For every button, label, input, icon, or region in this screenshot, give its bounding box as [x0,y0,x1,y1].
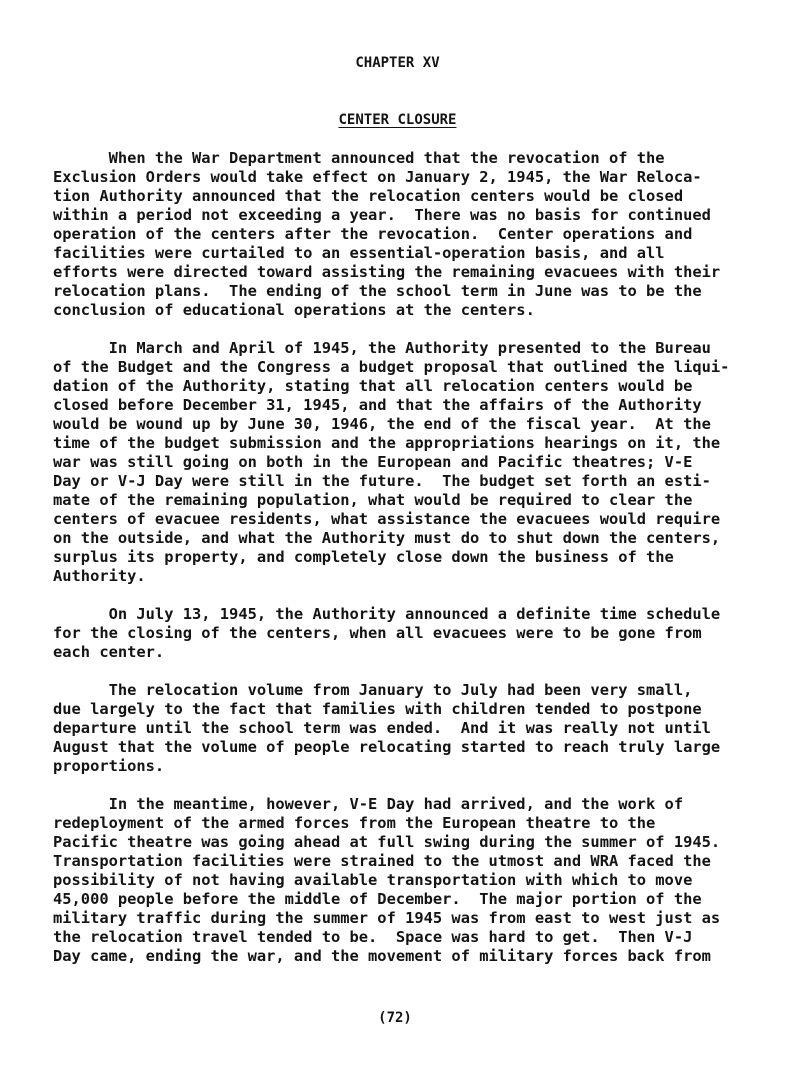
text-line: surplus its property, and completely close down the business of the [53,548,674,566]
paragraph-4 [53,681,720,776]
text-line: for the closing of the centers, when all evacuees were to be gone from [53,624,702,642]
text-line: the relocation travel tended to be. Space was hard to get. Then V-J [53,928,693,946]
text-line: redeployment of the armed forces from the European theatre to the [53,814,656,832]
text-line: centers of evacuee residents, what assistance the evacuees would require [53,510,721,528]
text-line: possibility of not having available transportation with which to move [53,871,693,889]
text-line: would be wound up by June 30, 1946, the end of the fiscal year. At the [53,415,711,433]
paragraph-3 [53,605,720,662]
text-line: dation of the Authority, stating that all relocation centers would be [53,377,693,395]
text-line: In March and April of 1945, the Authority presented to the Bureau [53,339,711,357]
text-line: facilities were curtailed to an essential-operation basis, and all [53,244,665,262]
text-line: On July 13, 1945, the Authority announced a definite time schedule [53,605,721,623]
text-line: closed before December 31, 1945, and that the affairs of the Authority [53,396,702,414]
text-line: In the meantime, however, V-E Day had arrived, and the work of [53,795,684,813]
paragraph-1 [53,149,720,320]
text-line: departure until the school term was ended. And it was really not until [53,719,711,737]
text-line: August that the volume of people relocating started to reach truly large [53,738,721,756]
text-line: mate of the remaining population, what would be required to clear the [53,491,693,509]
text-line: Day came, ending the war, and the movement of military forces back from [53,947,711,965]
page-number: (72) [378,1010,412,1026]
text-line: each center. [53,643,165,661]
text-line: relocation plans. The ending of the school term in June was to be the [53,282,702,300]
text-line: 45,000 people before the middle of December. The major portion of the [53,890,702,908]
text-line: proportions. [53,757,165,775]
text-line: Day or V-J Day were still in the future. The budget set forth an esti- [53,472,711,490]
text-line: operation of the centers after the revocation. Center operations and [53,225,693,243]
section-title [0,111,795,129]
text-line: war was still going on both in the European and Pacific theatres; V-E [53,453,693,471]
section-title-text: CENTER CLOSURE [338,112,457,128]
text-line: of the Budget and the Congress a budget proposal that outlined the liqui- [53,358,730,376]
text-line: tion Authority announced that the relocation centers would be closed [53,187,684,205]
text-line: Exclusion Orders would take effect on January 2, 1945, the War Reloca- [53,168,702,186]
paragraph-5 [53,795,720,966]
text-line: on the outside, and what the Authority must do to shut down the centers, [53,529,721,547]
text-line: Pacific theatre was going ahead at full swing during the summer of 1945. [53,833,721,851]
text-line: When the War Department announced that the revocation of the [53,149,665,167]
text-line: Authority. [53,567,146,585]
chapter-heading: CHAPTER XV [355,55,440,71]
text-line: time of the budget submission and the appropriations hearings on it, the [53,434,721,452]
text-line: within a period not exceeding a year. There was no basis for continued [53,206,711,224]
text-line: military traffic during the summer of 1945 was from east to west just as [53,909,721,927]
text-line: Transportation facilities were strained to the utmost and WRA faced the [53,852,711,870]
text-line: due largely to the fact that families with children tended to postpone [53,700,702,718]
paragraph-2 [53,339,729,586]
text-line: efforts were directed toward assisting the remaining evacuees with their [53,263,721,281]
text-line: The relocation volume from January to July had been very small, [53,681,693,699]
text-line: conclusion of educational operations at the centers. [53,301,535,319]
